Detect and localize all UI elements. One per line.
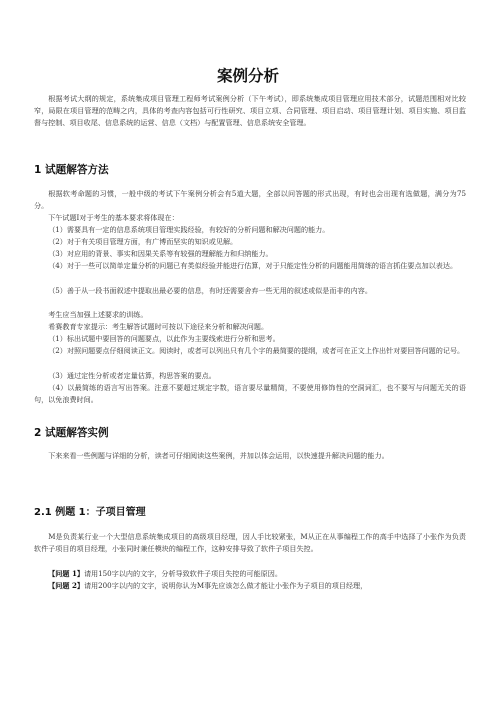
question-1-text: 请用150字以内的文字，分析导致软件子项目失控的可能原因。: [83, 569, 282, 578]
section-2-1-heading: 2.1 例题 1：子项目管理: [34, 507, 146, 518]
question-2: [34, 580, 466, 592]
s1-paragraph-9: 希赛教育专家提示：考生解答试题时可按以下途径来分析和解决问题。: [48, 322, 269, 331]
question-2-tag: 【问题 2】: [48, 581, 84, 590]
s1-paragraph-2: 下午试题I对于考生的基本要求将体现在：: [48, 213, 179, 222]
s1-paragraph-7: （5）善于从一段书面叙述中提取出最必要的信息，有时还需要舍弃一些无用的叙述或似是而非的内容。: [48, 286, 372, 295]
s1-paragraph-10: （1）标出试题中要回答的问题要点，以此作为主要线索进行分析和思考。: [48, 334, 280, 343]
s1-paragraph-6: （4）对于一些可以简单定量分析的问题已有类似经验并能进行估算，对于只能定性分析的问题能用简练的语言抓住要点加以表达。: [48, 261, 458, 270]
s1-paragraph-3: （1）需要具有一定的信息系统项目管理实践经验，有较好的分析问题和解决问题的能力。: [48, 225, 330, 234]
s21-paragraph: M是负责某行业一个大型信息系统集成项目的高级项目经理，因人手比较紧张，M从正在从事编程工作的高手中选择了小张作为负责软件子项目的项目经理，小张同时兼任模块的编程工作，这种安排导致了软件子项目失控。: [34, 532, 466, 554]
s1-paragraph-4: （2）对于有关项目管理方面，有广博而坚实的知识或见解。: [48, 237, 238, 246]
question-2-text: 请用200字以内的文字，说明你认为M事先应该怎么做才能让小张作为子项目的项目经理，: [83, 581, 368, 590]
section-2-heading: 2 试题解答实例: [34, 427, 109, 439]
s1-paragraph-12: （3）通过定性分析或者定量估算，构思答案的要点。: [48, 371, 216, 380]
s1-paragraph-1: 根据软考命题的习惯，一般中级的考试下午案例分析会有5道大题，全部以问答题的形式出现，有时也会出现有选做题，满分为75分。: [34, 189, 466, 211]
s1-paragraph-8: 考生应当加强上述要求的训练。: [48, 310, 148, 319]
page-title: 案例分析: [216, 67, 279, 85]
question-1: [34, 568, 466, 580]
s1-paragraph-11: （2）对照问题要点仔细阅读正文。阅读时，或者可以列出只有几个字的最简要的提纲，或者可在正文上作出针对要回答问题的记号。: [48, 346, 465, 355]
intro-paragraph: 根据考试大纲的规定，系统集成项目管理工程师考试案例分析（下午考试），即系统集成项目管理应用技术部分，试题范围相对比较窄，局限在项目管理的范畴之内，具体的考查内容包括可行性研究、项目立项、合同管理、项目启动、项目管理计划、项目实施、项目监督与控制、项目收尾、信息系统的运营、信息（文档）与配置管理、信息系统安全管理。: [34, 94, 466, 128]
s1-paragraph-13: （4）以最简练的语言写出答案。注意不要超过规定字数，语言要尽量精简，不要使用修饰性的空洞词汇，也不要写与问题无关的语句，以免浪费时间。: [34, 383, 466, 405]
s1-paragraph-5: （3）对应用的背景、事实和因果关系等有较强的理解能力和归纳能力。: [48, 249, 273, 258]
s2-paragraph: 下来来看一些例题与详细的分析，读者可仔细阅读这些案例，并加以体会运用，以快速提升解决问题的能力。: [48, 451, 389, 460]
section-1-heading: 1 试题解答方法: [34, 164, 109, 176]
question-1-tag: 【问题 1】: [48, 569, 84, 578]
